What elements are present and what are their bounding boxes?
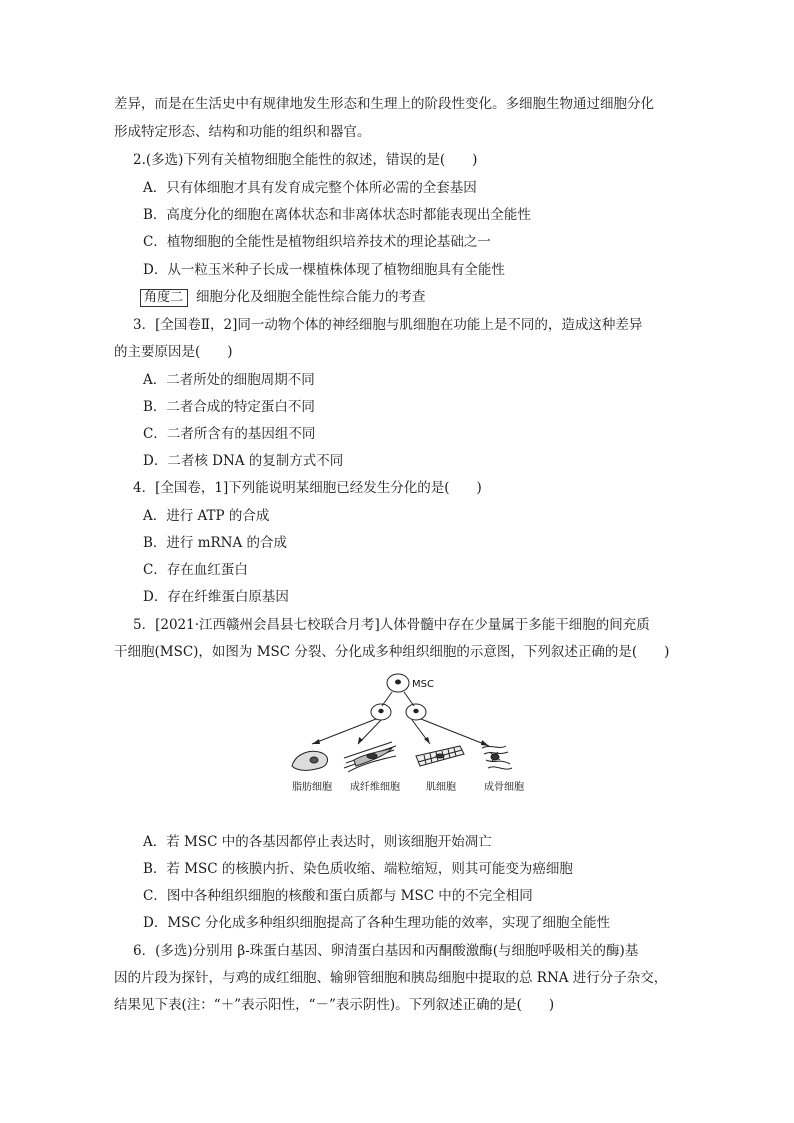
option-d: D．二者核 DNA 的复制方式不同 [143,453,344,469]
option-b: B．若 MSC 的核膜内折、染色质收缩、端粒缩短，则其可能变为癌细胞 [143,861,573,877]
msc-label: MSC [412,679,434,690]
bone-cell-icon [482,746,512,769]
text-line: 因的片段为探针，与鸡的成红细胞、输卵管细胞和胰岛细胞中提取的总 RNA 进行分子杂交， [114,970,668,986]
option-a: A．若 MSC 中的各基因都停止表达时，则该细胞开始凋亡 [143,834,492,850]
text-line: 形成特定形态、结构和功能的组织和器官。 [114,124,371,140]
option-a: A．只有体细胞才具有发育成完整个体所必需的全套基因 [143,180,477,196]
option-c: C．二者所含有的基因组不同 [143,426,316,442]
fibroblast-icon [344,742,396,772]
section-title: 细胞分化及细胞全能性综合能力的考查 [196,289,426,305]
question-6: 6．(多选)分别用 β-珠蛋白基因、卵清蛋白基因和丙酮酸激酶(与细胞呼吸相关的酶)基 [133,943,639,959]
text-line: 干细胞(MSC)，如图为 MSC 分裂、分化成多种组织细胞的示意图，下列叙述正确的是( ) [114,644,670,660]
option-d: D．存在纤维蛋白原基因 [143,589,289,605]
option-b: B．高度分化的细胞在离体状态和非离体状态时都能表现出全能性 [143,207,531,223]
cell-label-bone: 成骨细胞 [484,782,524,793]
cell-label-fat: 脂肪细胞 [292,782,332,793]
question-2: 2.(多选)下列有关植物细胞全能性的叙述，错误的是( ) [133,152,478,168]
option-c: C．植物细胞的全能性是植物组织培养技术的理论基础之一 [143,234,491,250]
text-line: 的主要原因是( ) [114,344,233,360]
section-tag-label: 角度二 [144,290,184,305]
msc-differentiation-diagram [284,668,534,796]
question-3: 3．[全国卷Ⅱ，2]同一动物个体的神经细胞与肌细胞在功能上是不同的，造成这种差异 [133,317,643,333]
question-5: 5．[2021·江西赣州会昌县七校联合月考]人体骨髓中存在少量属于多能干细胞的间充质 [133,617,650,633]
option-a: A．进行 ATP 的合成 [143,508,270,524]
option-c: C．图中各种组织细胞的核酸和蛋白质都与 MSC 中的不完全相同 [143,888,533,904]
msc-nucleus [396,680,401,684]
option-d: D．MSC 分化成多种组织细胞提高了各种生理功能的效率，实现了细胞全能性 [143,915,611,931]
muscle-cell-icon [416,746,464,766]
option-b: B．进行 mRNA 的合成 [143,535,288,551]
text-line: 结果见下表(注：“＋”表示阳性，“－”表示阴性)。下列叙述正确的是( ) [114,997,555,1013]
option-a: A．二者所处的细胞周期不同 [143,372,315,388]
question-4: 4．[全国卷，1]下列能说明某细胞已经发生分化的是( ) [133,480,482,496]
section-tag [140,289,188,307]
option-b: B．二者合成的特定蛋白不同 [143,399,315,415]
cell-label-fibroblast: 成纤维细胞 [350,782,400,793]
fat-cell-icon [292,751,327,770]
option-c: C．存在血红蛋白 [143,562,248,578]
option-d: D．从一粒玉米种子长成一棵植株体现了植物细胞具有全能性 [143,262,505,278]
cell-label-muscle: 肌细胞 [426,782,456,793]
text-line: 差异，而是在生活史中有规律地发生形态和生理上的阶段性变化。多细胞生物通过细胞分化 [114,96,654,112]
